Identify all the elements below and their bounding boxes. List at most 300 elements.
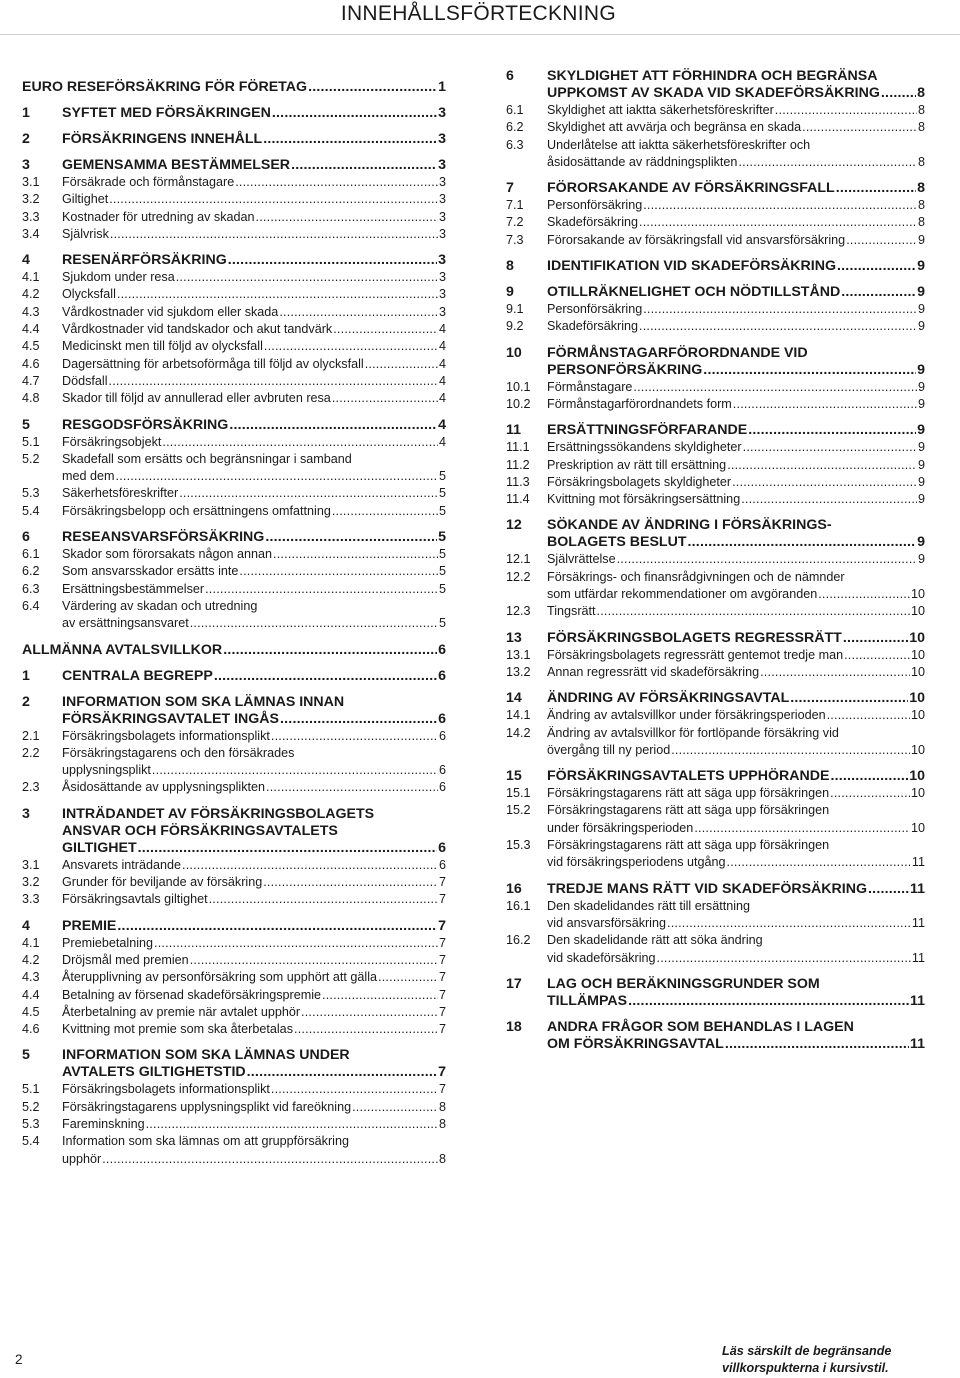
toc-title: ALLMÄNNA AVTALSVILLKOR xyxy=(22,641,223,658)
toc-heading xyxy=(22,131,446,148)
toc-page-number: 10 xyxy=(910,820,925,835)
toc-number: 2 xyxy=(22,693,30,710)
toc-title: Försäkringsobjekt xyxy=(62,434,162,449)
toc-number: 13.2 xyxy=(506,664,531,679)
toc-title: Förmånstagare xyxy=(547,379,633,394)
toc-subentry xyxy=(22,503,446,520)
toc-title: SÖKANDE AV ÄNDRING I FÖRSÄKRINGS- xyxy=(547,517,832,534)
dot-leader xyxy=(333,321,438,338)
toc-title: FÖRSÄKRINGSAVTALETS UPPHÖRANDE xyxy=(547,768,830,785)
toc-subentry xyxy=(506,932,925,967)
dot-leader xyxy=(266,779,438,796)
toc-heading xyxy=(22,642,446,659)
toc-title: av ersättningsansvaret xyxy=(62,616,189,631)
toc-page-number: 3 xyxy=(438,287,446,302)
toc-title: Premiebetalning xyxy=(62,935,154,950)
toc-page-number: 3 xyxy=(438,131,446,147)
toc-page-number: 5 xyxy=(438,529,446,546)
toc-number: 6.2 xyxy=(506,120,524,135)
toc-subentry xyxy=(506,785,925,802)
toc-number: 8 xyxy=(506,258,514,275)
dot-leader xyxy=(802,119,917,136)
toc-page-number: 11 xyxy=(911,855,925,870)
toc-page-number: 8 xyxy=(917,85,925,101)
dot-leader xyxy=(703,362,916,379)
toc-number: 15.3 xyxy=(506,838,531,853)
dot-leader xyxy=(365,356,438,373)
toc-title: LAG OCH BERÄKNINGSGRUNDER SOM xyxy=(547,975,820,992)
toc-page-number: 10 xyxy=(910,742,925,757)
toc-number: 7.2 xyxy=(506,215,524,230)
toc-title: Säkerhetsföreskrifter xyxy=(62,486,179,501)
toc-subentry xyxy=(22,321,446,338)
toc-subentry xyxy=(506,647,925,664)
toc-number: 10 xyxy=(506,344,522,361)
toc-title: Kvittning mot försäkringsersättning xyxy=(547,492,741,507)
dot-leader xyxy=(841,284,916,301)
toc-number: 4.4 xyxy=(22,987,40,1002)
toc-page-number: 11 xyxy=(911,915,925,930)
toc-page-number: 4 xyxy=(438,356,446,371)
toc-page-number: 7 xyxy=(438,892,446,907)
dot-leader xyxy=(138,840,438,857)
toc-page-number: 8 xyxy=(917,120,925,135)
dot-leader xyxy=(846,232,917,249)
toc-page-number: 8 xyxy=(438,1151,446,1166)
toc-title: Försäkringsbolagets informationsplikt xyxy=(62,1082,270,1097)
dot-leader xyxy=(657,950,911,967)
toc-heading xyxy=(22,1047,446,1081)
toc-title: CENTRALA BEGREPP xyxy=(62,667,213,684)
toc-number: 4.7 xyxy=(22,373,40,388)
toc-subentry xyxy=(22,779,446,796)
toc-heading xyxy=(22,529,446,546)
page-title: INNEHÅLLSFÖRTECKNING xyxy=(340,2,616,25)
toc-number: 14.1 xyxy=(506,708,531,723)
toc-page-number: 9 xyxy=(917,440,925,455)
toc-title: Som ansvarsskador ersätts inte xyxy=(62,564,239,579)
toc-page-number: 7 xyxy=(438,1004,446,1019)
toc-subentry xyxy=(506,725,925,760)
toc-title: Preskription av rätt till ersättning xyxy=(547,457,727,472)
dot-leader xyxy=(273,546,438,563)
toc-page-number: 9 xyxy=(917,379,925,394)
toc-page-number: 6 xyxy=(438,839,446,856)
dot-leader xyxy=(109,373,438,390)
toc-page-number: 10 xyxy=(910,786,925,801)
toc-number: 14.2 xyxy=(506,725,531,740)
toc-page-number: 6 xyxy=(438,728,446,743)
toc-title: upphör xyxy=(62,1151,102,1166)
toc-title: Försäkringsbolagets skyldigheter xyxy=(547,474,732,489)
toc-number: 2.1 xyxy=(22,728,40,743)
toc-subentry xyxy=(506,379,925,396)
toc-number: 6.3 xyxy=(506,137,524,152)
dot-leader xyxy=(162,434,438,451)
toc-number: 6 xyxy=(22,529,30,546)
toc-number: 1 xyxy=(22,105,30,121)
toc-title: Dödsfall xyxy=(62,373,108,388)
dot-leader xyxy=(332,503,438,520)
footer-note-line: villkorspukterna i kursivstil. xyxy=(722,1361,889,1375)
toc-number: 5.3 xyxy=(22,1116,40,1131)
toc-title: Försäkringstagarens och den försäkrades xyxy=(62,745,295,760)
toc-title: ERSÄTTNINGSFÖRFARANDE xyxy=(547,422,748,439)
toc-subentry xyxy=(506,439,925,456)
dot-leader xyxy=(182,857,438,874)
toc-subentry xyxy=(506,102,925,119)
toc-title: SYFTET MED FÖRSÄKRINGEN xyxy=(62,105,271,121)
toc-number: 12.3 xyxy=(506,604,531,619)
dot-leader xyxy=(190,615,438,632)
toc-page-number: 10 xyxy=(910,604,925,619)
toc-subentry xyxy=(22,269,446,286)
toc-heading xyxy=(506,258,925,275)
toc-number: 5.4 xyxy=(22,1134,40,1149)
dot-leader xyxy=(775,102,917,119)
dot-leader xyxy=(667,915,911,932)
dot-leader xyxy=(748,422,916,439)
toc-number: 3.1 xyxy=(22,175,40,189)
toc-heading xyxy=(22,668,446,685)
toc-title: UPPKOMST AV SKADA VID SKADEFÖRSÄKRING xyxy=(547,85,880,101)
toc-title: GEMENSAMMA BESTÄMMELSER xyxy=(62,157,291,173)
toc-page-number: 7 xyxy=(438,952,446,967)
dot-leader xyxy=(294,1021,438,1038)
toc-subentry xyxy=(506,603,925,620)
toc-title: Medicinskt men till följd av olycksfall xyxy=(62,339,263,354)
toc-subentry xyxy=(506,396,925,413)
toc-page-number: 6 xyxy=(438,667,446,684)
toc-title: Ersättningssökandens skyldigheter xyxy=(547,440,742,455)
dot-leader xyxy=(256,209,438,226)
toc-page-number: 8 xyxy=(438,1116,446,1131)
toc-title: Ändring av avtalsvillkor för fortlöpande försäkring vid xyxy=(547,725,839,740)
toc-title: SKYLDIGHET ATT FÖRHINDRA OCH BEGRÄNSA xyxy=(547,68,878,84)
toc-subentry xyxy=(22,952,446,969)
toc-subentry xyxy=(22,373,446,390)
toc-number: 12.1 xyxy=(506,552,531,567)
toc-page-number: 6 xyxy=(438,780,446,795)
toc-number: 11.4 xyxy=(506,492,530,507)
toc-number: 4.3 xyxy=(22,304,40,319)
toc-heading xyxy=(506,768,925,785)
toc-number: 11.2 xyxy=(506,457,530,472)
toc-page-number: 11 xyxy=(910,992,925,1009)
dot-leader xyxy=(639,214,917,231)
toc-title: EURO RESEFÖRSÄKRING FÖR FÖRETAG xyxy=(22,79,308,95)
toc-page-number: 10 xyxy=(910,708,925,723)
toc-page-number: 10 xyxy=(910,664,925,679)
toc-title: Personförsäkring xyxy=(547,198,643,213)
toc-title: övergång till ny period xyxy=(547,742,671,757)
dot-leader xyxy=(271,728,438,745)
toc-page-number: 6 xyxy=(438,710,446,727)
toc-subentry xyxy=(22,1099,446,1116)
toc-page-number: 6 xyxy=(438,763,446,778)
toc-title: RESENÄRFÖRSÄKRING xyxy=(62,252,227,269)
toc-title: FÖRMÅNSTAGARFÖRORDNANDE VID xyxy=(547,344,808,361)
toc-subentry xyxy=(22,209,446,226)
toc-number: 13 xyxy=(506,629,522,646)
toc-number: 4.4 xyxy=(22,322,40,337)
toc-number: 3.4 xyxy=(22,226,40,241)
dot-leader xyxy=(727,457,917,474)
toc-heading xyxy=(22,157,446,174)
toc-number: 6.1 xyxy=(506,103,524,117)
dot-leader xyxy=(109,191,438,208)
dot-leader xyxy=(322,987,438,1004)
toc-heading xyxy=(22,417,446,434)
toc-title: ANDRA FRÅGOR SOM BEHANDLAS I LAGEN xyxy=(547,1018,854,1035)
toc-page-number: 4 xyxy=(438,373,446,388)
toc-title: INFORMATION SOM SKA LÄMNAS INNAN xyxy=(62,693,345,710)
toc-subentry xyxy=(506,137,925,172)
dot-leader xyxy=(790,690,908,707)
toc-title: Skadefall som ersätts och begränsningar i samband xyxy=(62,451,352,466)
dot-leader xyxy=(271,1081,438,1098)
toc-page-number: 3 xyxy=(438,252,446,269)
toc-title: Åsidosättande av upplysningsplikten xyxy=(62,780,266,795)
toc-subentry xyxy=(22,874,446,891)
dot-leader xyxy=(308,79,437,96)
dot-leader xyxy=(671,742,910,759)
toc-title: RESGODSFÖRSÄKRING xyxy=(62,416,229,433)
toc-subentry xyxy=(22,563,446,580)
toc-title: vid ansvarsförsäkring xyxy=(547,915,666,930)
toc-number: 9.2 xyxy=(506,319,524,334)
toc-page-number: 9 xyxy=(917,319,925,334)
dot-leader xyxy=(190,952,438,969)
dot-leader xyxy=(110,226,438,243)
dot-leader xyxy=(179,485,438,502)
toc-subentry xyxy=(506,707,925,724)
toc-number: 4.1 xyxy=(22,270,40,285)
dot-leader xyxy=(264,338,438,355)
toc-subentry xyxy=(506,491,925,508)
toc-page-number: 10 xyxy=(909,768,925,785)
toc-title: Försäkrings- och finansrådgivningen och de nämnder xyxy=(547,569,845,584)
toc-subentry xyxy=(22,935,446,952)
toc-heading xyxy=(506,690,925,707)
toc-subentry xyxy=(22,1021,446,1038)
toc-page-number: 9 xyxy=(917,396,925,411)
toc-title: Förmånstagarförordnandets form xyxy=(547,396,732,411)
toc-title: Skyldighet att iaktta säkerhetsföreskrifter xyxy=(547,103,774,117)
dot-leader xyxy=(844,647,910,664)
toc-page-number: 1 xyxy=(438,79,446,95)
toc-number: 16.1 xyxy=(506,898,531,913)
toc-subentry xyxy=(506,301,925,318)
toc-subentry xyxy=(22,969,446,986)
toc-number: 4.1 xyxy=(22,935,40,950)
dot-leader xyxy=(228,252,437,269)
dot-leader xyxy=(725,1036,909,1053)
toc-number: 6 xyxy=(506,68,514,84)
toc-subentry xyxy=(22,434,446,451)
toc-heading xyxy=(506,517,925,551)
toc-title: Ersättningsbestämmelser xyxy=(62,581,205,596)
dot-leader xyxy=(263,131,437,148)
toc-number: 17 xyxy=(506,975,522,992)
dot-leader xyxy=(332,390,438,407)
toc-subentry xyxy=(506,837,925,872)
toc-number: 6.3 xyxy=(22,581,40,596)
dot-leader xyxy=(741,491,917,508)
toc-number: 15.2 xyxy=(506,803,531,818)
toc-subentry xyxy=(22,891,446,908)
dot-leader xyxy=(152,762,438,779)
toc-page-number: 3 xyxy=(438,270,446,285)
toc-page-number: 3 xyxy=(438,226,446,241)
toc-number: 5.2 xyxy=(22,451,40,466)
dot-leader xyxy=(830,785,910,802)
toc-number: 3.1 xyxy=(22,857,40,872)
toc-title: Kostnader för utredning av skadan xyxy=(62,209,255,224)
toc-title: Vårdkostnader vid tandskador och akut tandvärk xyxy=(62,322,333,337)
toc-title: Försäkringstagarens rätt att säga upp försäkringen xyxy=(547,786,830,801)
toc-page-number: 7 xyxy=(438,875,446,890)
toc-number: 11.1 xyxy=(506,440,530,455)
dot-leader xyxy=(688,534,917,551)
dot-leader xyxy=(743,439,917,456)
dot-leader xyxy=(263,874,438,891)
toc-number: 11.3 xyxy=(506,474,530,489)
toc-number: 4.5 xyxy=(22,339,40,354)
toc-title: Återbetalning av premie när avtalet upphör xyxy=(62,1004,301,1019)
dot-leader xyxy=(597,603,910,620)
toc-subentry xyxy=(22,191,446,208)
toc-page-number: 5 xyxy=(438,564,446,579)
toc-title: Skador som förorsakats någon annan xyxy=(62,547,273,562)
toc-page-number: 5 xyxy=(438,616,446,631)
toc-title: Försäkringstagarens upplysningsplikt vid fareökning xyxy=(62,1099,352,1114)
dot-leader xyxy=(837,258,916,275)
toc-page-number: 7 xyxy=(438,987,446,1002)
toc-number: 3.2 xyxy=(22,192,40,207)
toc-title: ÄNDRING AV FÖRSÄKRINGSAVTAL xyxy=(547,690,790,707)
toc-title: Förorsakande av försäkringsfall vid ansvarsförsäkring xyxy=(547,232,846,247)
toc-number: 2.2 xyxy=(22,745,40,760)
toc-right-column xyxy=(506,68,925,1053)
toc-subentry xyxy=(22,546,446,563)
toc-page-number: 4 xyxy=(438,391,446,406)
toc-page-number: 11 xyxy=(911,950,925,965)
page-number: 2 xyxy=(15,1352,23,1367)
dot-leader xyxy=(628,993,909,1010)
dot-leader xyxy=(154,935,438,952)
toc-heading xyxy=(22,806,446,857)
dot-leader xyxy=(117,286,438,303)
toc-page-number: 9 xyxy=(917,361,925,378)
dot-leader xyxy=(247,1064,437,1081)
toc-page-number: 5 xyxy=(438,486,446,501)
toc-subentry xyxy=(22,356,446,373)
toc-subentry xyxy=(506,802,925,837)
toc-heading xyxy=(22,79,446,96)
toc-subentry xyxy=(22,226,446,243)
dot-leader xyxy=(205,581,438,598)
dot-leader xyxy=(272,105,437,122)
dot-leader xyxy=(733,396,917,413)
toc-heading xyxy=(22,252,446,269)
toc-title: Värdering av skadan och utredning xyxy=(62,598,258,613)
dot-leader xyxy=(214,668,437,685)
toc-subentry xyxy=(22,728,446,745)
toc-number: 5.4 xyxy=(22,503,40,518)
dot-leader xyxy=(280,711,437,728)
toc-number: 4 xyxy=(22,252,30,269)
toc-page-number: 10 xyxy=(909,690,925,707)
toc-number: 6.4 xyxy=(22,598,40,613)
toc-number: 15 xyxy=(506,768,522,785)
toc-number: 12 xyxy=(506,517,522,534)
toc-subentry xyxy=(22,598,446,633)
toc-page-number: 4 xyxy=(438,434,446,449)
toc-number: 4.6 xyxy=(22,1022,40,1037)
footer-note xyxy=(722,1343,891,1377)
dot-leader xyxy=(818,586,910,603)
toc-number: 3.2 xyxy=(22,875,40,890)
toc-title: PERSONFÖRSÄKRING xyxy=(547,361,703,378)
toc-number: 4.3 xyxy=(22,970,40,985)
dot-leader xyxy=(235,174,438,191)
dot-leader xyxy=(830,768,908,785)
toc-heading xyxy=(506,630,925,647)
toc-title: OTILLRÄKNELIGHET OCH NÖDTILLSTÅND xyxy=(547,284,841,301)
toc-page-number: 9 xyxy=(917,258,925,275)
toc-title: FÖRORSAKANDE AV FÖRSÄKRINGSFALL xyxy=(547,180,835,197)
toc-title: PREMIE xyxy=(62,917,117,934)
toc-number: 5.1 xyxy=(22,434,40,449)
toc-number: 4.6 xyxy=(22,356,40,371)
toc-subentry xyxy=(506,318,925,335)
toc-subentry xyxy=(506,232,925,249)
toc-title: Personförsäkring xyxy=(547,302,643,317)
toc-title: Försäkringsavtals giltighet xyxy=(62,892,208,907)
toc-page-number: 9 xyxy=(917,284,925,301)
dot-leader xyxy=(727,854,911,871)
toc-page-number: 9 xyxy=(917,534,925,551)
dot-leader xyxy=(843,630,908,647)
toc-page-number: 7 xyxy=(438,970,446,985)
toc-page-number: 8 xyxy=(917,103,925,117)
toc-page-number: 8 xyxy=(917,198,925,213)
toc-subentry xyxy=(22,1081,446,1098)
toc-page-number: 4 xyxy=(438,322,446,337)
toc-title: FÖRSÄKRINGENS INNEHÅLL xyxy=(62,131,263,147)
toc-number: 7 xyxy=(506,180,514,197)
toc-title: Betalning av försenad skadeförsäkringspremie xyxy=(62,987,322,1002)
toc-number: 10.1 xyxy=(506,379,531,394)
toc-subentry xyxy=(22,485,446,502)
toc-number: 4.2 xyxy=(22,952,40,967)
toc-heading xyxy=(22,694,446,728)
dot-leader xyxy=(117,918,437,935)
toc-title: Giltighet xyxy=(62,192,109,207)
toc-title: OM FÖRSÄKRINGSAVTAL xyxy=(547,1035,724,1052)
toc-title: Ändring av avtalsvillkor under försäkringsperioden xyxy=(547,708,826,723)
toc-page-number: 6 xyxy=(438,857,446,872)
toc-title: BOLAGETS BESLUT xyxy=(547,534,687,551)
toc-page-number: 9 xyxy=(917,552,925,567)
dot-leader xyxy=(738,154,917,171)
toc-title: Dröjsmål med premien xyxy=(62,952,189,967)
toc-subentry xyxy=(22,581,446,598)
toc-title: upplysningsplikt xyxy=(62,763,151,778)
toc-title: Återupplivning av personförsäkring som upphört att gälla xyxy=(62,970,378,985)
toc-title: under försäkringsperioden xyxy=(547,820,694,835)
